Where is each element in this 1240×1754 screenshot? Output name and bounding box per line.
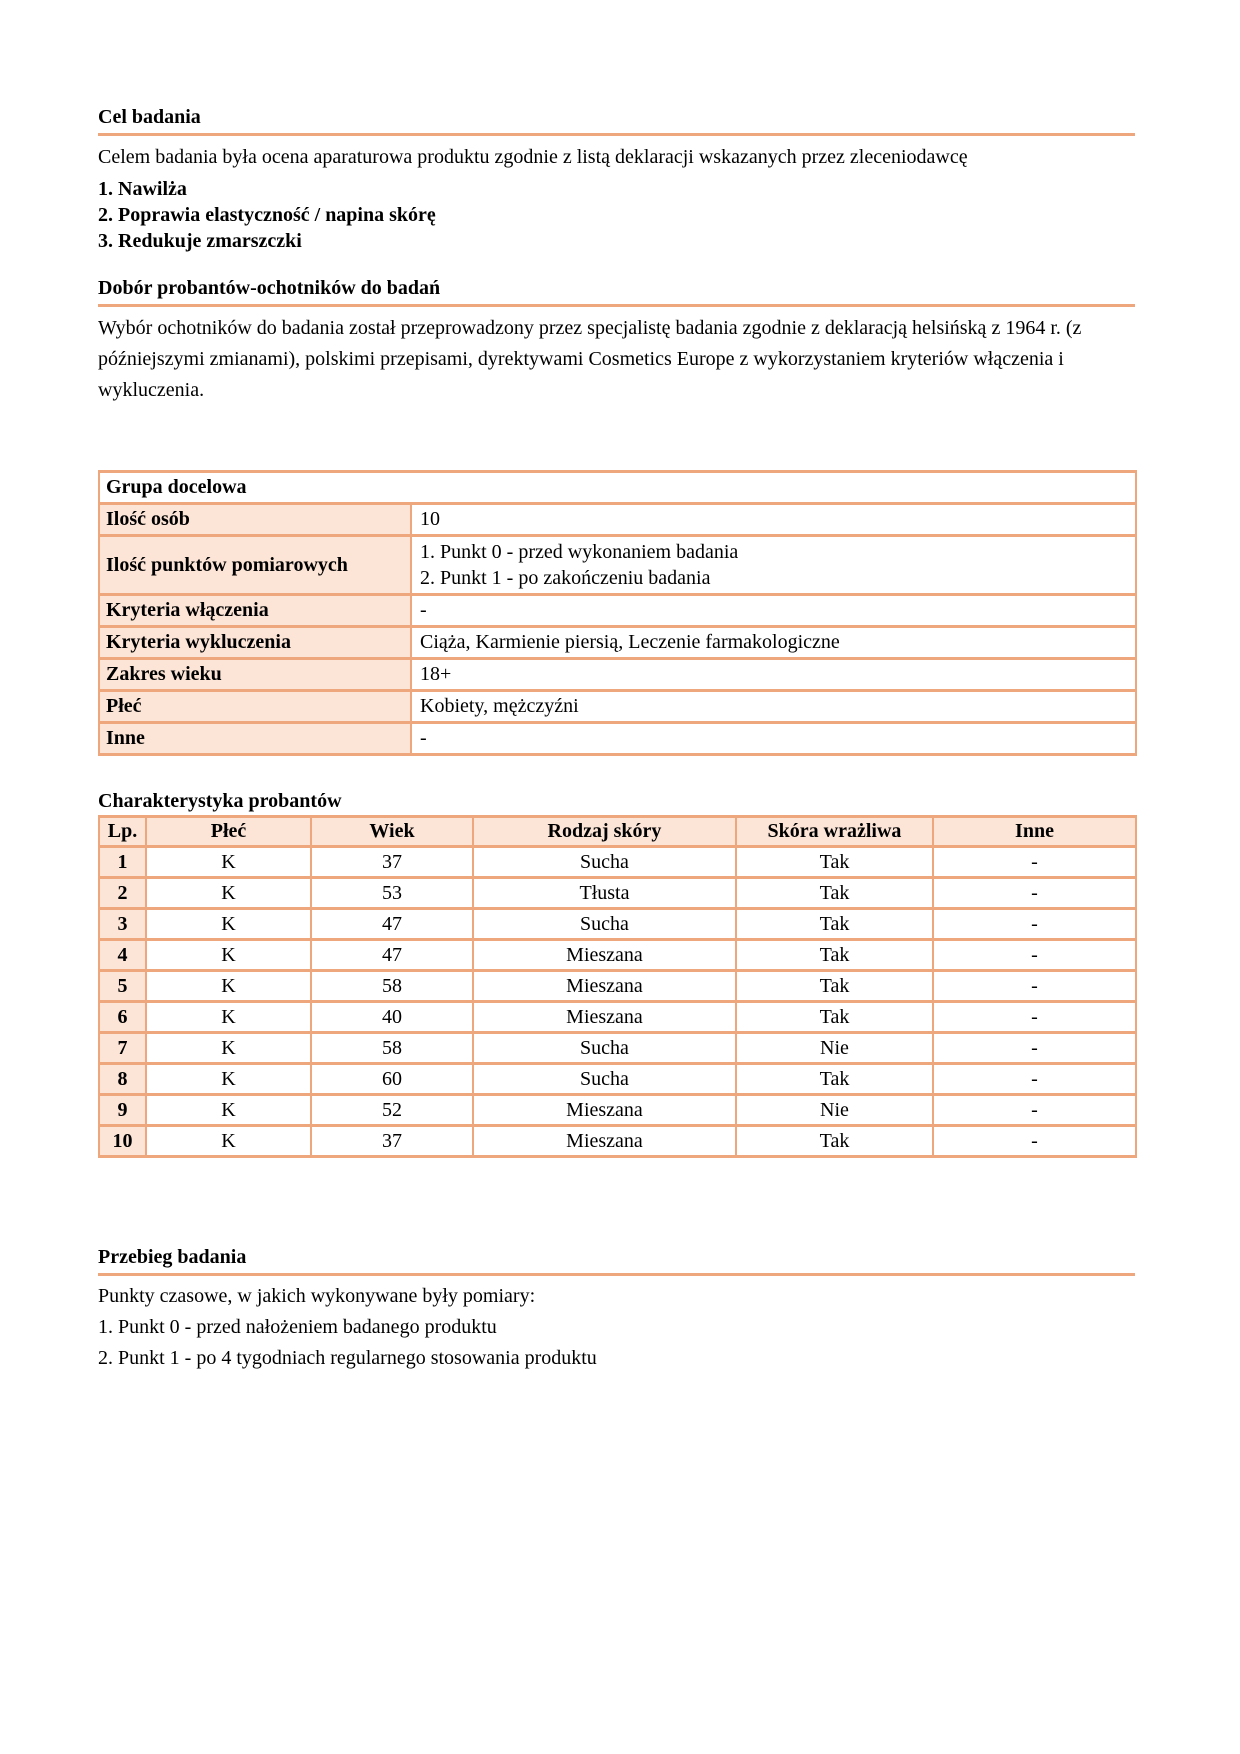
row-value-cell: -	[411, 723, 1136, 755]
table-cell: K	[146, 1002, 311, 1033]
column-header: Skóra wrażliwa	[736, 817, 933, 847]
table-cell: Nie	[736, 1095, 933, 1126]
table-cell: -	[933, 1002, 1136, 1033]
row-value-cell: Ciąża, Karmienie piersią, Leczenie farmakologiczne	[411, 627, 1136, 659]
table-cell: Sucha	[473, 909, 736, 940]
table-cell: Mieszana	[473, 1002, 736, 1033]
table-cell: Sucha	[473, 1033, 736, 1064]
report-page	[98, 106, 1135, 1371]
procedure-item: 2. Punkt 1 - po 4 tygodniach regularnego stosowania produktu	[98, 1347, 597, 1369]
procedure-intro: Punkty czasowe, w jakich wykonywane były pomiary:	[98, 1285, 536, 1307]
row-value-cell: Kobiety, mężczyźni	[411, 691, 1136, 723]
table-cell: K	[146, 847, 311, 878]
row-value-cell: 10	[411, 504, 1136, 536]
table-row	[99, 909, 1136, 940]
table-cell: K	[146, 1064, 311, 1095]
table-row	[99, 847, 1136, 878]
table-cell: -	[933, 1126, 1136, 1157]
table-row	[99, 723, 1136, 755]
table-row	[99, 627, 1136, 659]
table-cell: 5	[99, 971, 146, 1002]
procedure-item: 1. Punkt 0 - przed nałożeniem badanego produktu	[98, 1316, 497, 1338]
column-header: Płeć	[146, 817, 311, 847]
table-cell: K	[146, 878, 311, 909]
column-header: Rodzaj skóry	[473, 817, 736, 847]
table-header-row	[99, 472, 1136, 504]
table-cell: 7	[99, 1033, 146, 1064]
section-procedure	[98, 1246, 1135, 1371]
table-row	[99, 878, 1136, 909]
table-cell: Mieszana	[473, 1095, 736, 1126]
table-cell: Tak	[736, 971, 933, 1002]
table-cell: Sucha	[473, 1064, 736, 1095]
table-row	[99, 1033, 1136, 1064]
row-label-cell: Ilość osób	[99, 504, 411, 536]
table-cell: 6	[99, 1002, 146, 1033]
table-cell: K	[146, 940, 311, 971]
table-cell: Sucha	[473, 847, 736, 878]
section-objectives	[98, 106, 1135, 254]
column-header: Wiek	[311, 817, 473, 847]
row-label-cell: Płeć	[99, 691, 411, 723]
table-cell: Mieszana	[473, 1126, 736, 1157]
target-group-table	[98, 470, 1137, 756]
value-line: 1. Punkt 0 - przed wykonaniem badania	[420, 541, 739, 563]
table-cell: 53	[311, 878, 473, 909]
table-row	[99, 1064, 1136, 1095]
table-row	[99, 971, 1136, 1002]
table-cell: K	[146, 1095, 311, 1126]
table-cell: -	[933, 878, 1136, 909]
table-row	[99, 691, 1136, 723]
table-cell: 58	[311, 971, 473, 1002]
table-cell: K	[146, 1033, 311, 1064]
table-cell: 58	[311, 1033, 473, 1064]
row-label-cell: Kryteria włączenia	[99, 595, 411, 627]
table-cell: Tłusta	[473, 878, 736, 909]
row-value-cell	[411, 536, 1136, 595]
table-cell: 4	[99, 940, 146, 971]
table-cell: Tak	[736, 940, 933, 971]
table-row	[99, 504, 1136, 536]
table-row	[99, 536, 1136, 595]
objective-item: 3. Redukuje zmarszczki	[98, 230, 302, 252]
row-label-cell: Inne	[99, 723, 411, 755]
table-cell: 37	[311, 1126, 473, 1157]
table-cell: Nie	[736, 1033, 933, 1064]
participants-table	[98, 815, 1137, 1158]
table-cell: Tak	[736, 1064, 933, 1095]
table-cell: -	[933, 940, 1136, 971]
row-label-cell: Ilość punktów pomiarowych	[99, 536, 411, 595]
table-row	[99, 659, 1136, 691]
section-title-objectives: Cel badania	[98, 106, 1135, 136]
table-cell: Tak	[736, 909, 933, 940]
table-row	[99, 1126, 1136, 1157]
value-line: 2. Punkt 1 - po zakończeniu badania	[420, 567, 711, 589]
table-cell: Mieszana	[473, 971, 736, 1002]
column-header: Lp.	[99, 817, 146, 847]
target-group-title: Grupa docelowa	[99, 472, 1136, 504]
row-value-cell: -	[411, 595, 1136, 627]
table-cell: K	[146, 971, 311, 1002]
table-cell: 8	[99, 1064, 146, 1095]
table-cell: -	[933, 847, 1136, 878]
table-cell: 2	[99, 878, 146, 909]
table-cell: Tak	[736, 847, 933, 878]
table-cell: 1	[99, 847, 146, 878]
objective-item: 2. Poprawia elastyczność / napina skórę	[98, 204, 436, 226]
table-cell: 37	[311, 847, 473, 878]
table-cell: 60	[311, 1064, 473, 1095]
table-header-row	[99, 817, 1136, 847]
table-row	[99, 940, 1136, 971]
recruitment-body: Wybór ochotników do badania został przeprowadzony przez specjalistę badania zgodnie z deklaracją helsińską z 1964 r. (z późniejszymi zmianami), polskimi przepisami, dyrektywami Cosmetics Europe z wykorzystaniem kryteriów włączenia i wykluczenia.	[98, 317, 1082, 401]
row-label-cell: Kryteria wykluczenia	[99, 627, 411, 659]
table-cell: -	[933, 1095, 1136, 1126]
table-cell: K	[146, 909, 311, 940]
objectives-list	[98, 177, 1135, 254]
row-label-cell: Zakres wieku	[99, 659, 411, 691]
table-cell: 9	[99, 1095, 146, 1126]
table-cell: 40	[311, 1002, 473, 1033]
table-cell: -	[933, 909, 1136, 940]
table-cell: -	[933, 1064, 1136, 1095]
table-cell: 47	[311, 940, 473, 971]
table-cell: -	[933, 971, 1136, 1002]
section-title-procedure: Przebieg badania	[98, 1246, 1135, 1276]
table-cell: Mieszana	[473, 940, 736, 971]
section-recruitment	[98, 277, 1135, 406]
objective-item: 1. Nawilża	[98, 178, 187, 200]
table-cell: Tak	[736, 878, 933, 909]
table-cell: -	[933, 1033, 1136, 1064]
table-cell: 52	[311, 1095, 473, 1126]
column-header: Inne	[933, 817, 1136, 847]
table-row	[99, 1095, 1136, 1126]
table-cell: 3	[99, 909, 146, 940]
row-value-cell: 18+	[411, 659, 1136, 691]
table-cell: Tak	[736, 1126, 933, 1157]
section-title-participants: Charakterystyka probantów	[98, 790, 342, 812]
table-cell: K	[146, 1126, 311, 1157]
table-cell: 47	[311, 909, 473, 940]
section-title-recruitment: Dobór probantów-ochotników do badań	[98, 277, 1135, 307]
table-row	[99, 1002, 1136, 1033]
table-cell: 10	[99, 1126, 146, 1157]
table-cell: Tak	[736, 1002, 933, 1033]
objectives-intro: Celem badania była ocena aparaturowa produktu zgodnie z listą deklaracji wskazanych przez zleceniodawcę	[98, 146, 968, 168]
table-row	[99, 595, 1136, 627]
